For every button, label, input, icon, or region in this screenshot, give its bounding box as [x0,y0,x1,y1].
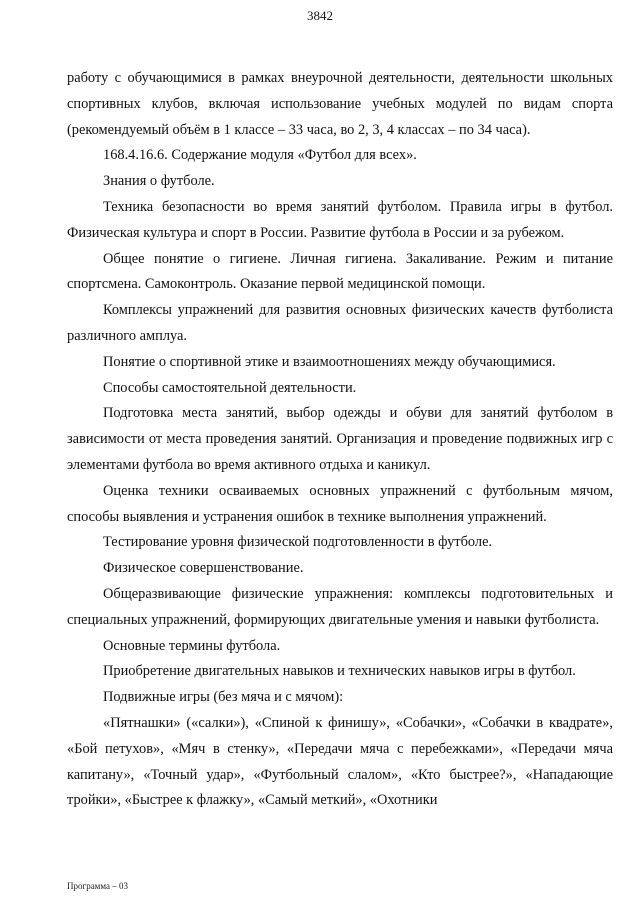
paragraph: Приобретение двигательных навыков и технических навыков игры в футбол. [103,663,576,680]
page-footer: Программа – 03 [67,881,129,891]
page-number: 3842 [307,8,333,23]
subsection-heading: Способы самостоятельной деятельности. [103,379,357,396]
paragraph: Техника безопасности во время занятий футболом. Правила игры в футбол. Физическая культура и спорт в России. Развитие футбола в России и за рубежом. [67,198,613,241]
paragraph: Основные термины футбола. [103,637,281,654]
paragraph: Оценка техники осваиваемых основных упражнений с футбольным мячом, способы выявления и устранения ошибок в технике выполнения упражнений. [67,482,613,525]
paragraph: Тестирование уровня физической подготовленности в футболе. [103,534,493,551]
paragraph: Комплексы упражнений для развития основных физических качеств футболиста различного амплуа. [67,302,613,344]
section-heading: 168.4.16.6. Содержание модуля «Футбол для всех». [103,147,417,164]
paragraph: Подвижные игры (без мяча и с мячом): [103,689,344,706]
paragraph: «Пятнашки» («салки»), «Спиной к финишу», «Собачки», «Собачки в квадрате», «Бой петухов», «Мяч в стенку», «Передачи мяча с перебежками», «Передачи мяча капитану», «Точный удар», «Футбольный слалом», «Кто быстрее?», «Нападающие тройки», «Быстрее к флажку», «Самый меткий», «Охотники [67,714,613,809]
subsection-heading: Знания о футболе. [103,173,215,190]
paragraph: Общее понятие о гигиене. Личная гигиена. Закаливание. Режим и питание спортсмена. Самоконтроль. Оказание первой медицинской помощи. [67,250,613,293]
body-text [67,66,613,814]
paragraph: работу с обучающимися в рамках внеурочной деятельности, деятельности школьных спортивных клубов, включая использование учебных модулей по видам спорта (рекомендуемый объём в 1 классе – 33 часа, во 2, 3, 4 классах – по 34 часа). [67,70,613,138]
paragraph: Подготовка места занятий, выбор одежды и обуви для занятий футболом в зависимости от места проведения занятий. Организация и проведение подвижных игр с элементами футбола во время активного отдыха и каникул. [67,405,613,473]
paragraph: Понятие о спортивной этике и взаимоотношениях между обучающимися. [103,353,556,370]
subsection-heading: Физическое совершенствование. [103,560,304,577]
paragraph: Общеразвивающие физические упражнения: комплексы подготовительных и специальных упражнений, формирующих двигательные умения и навыки футболиста. [67,585,613,628]
